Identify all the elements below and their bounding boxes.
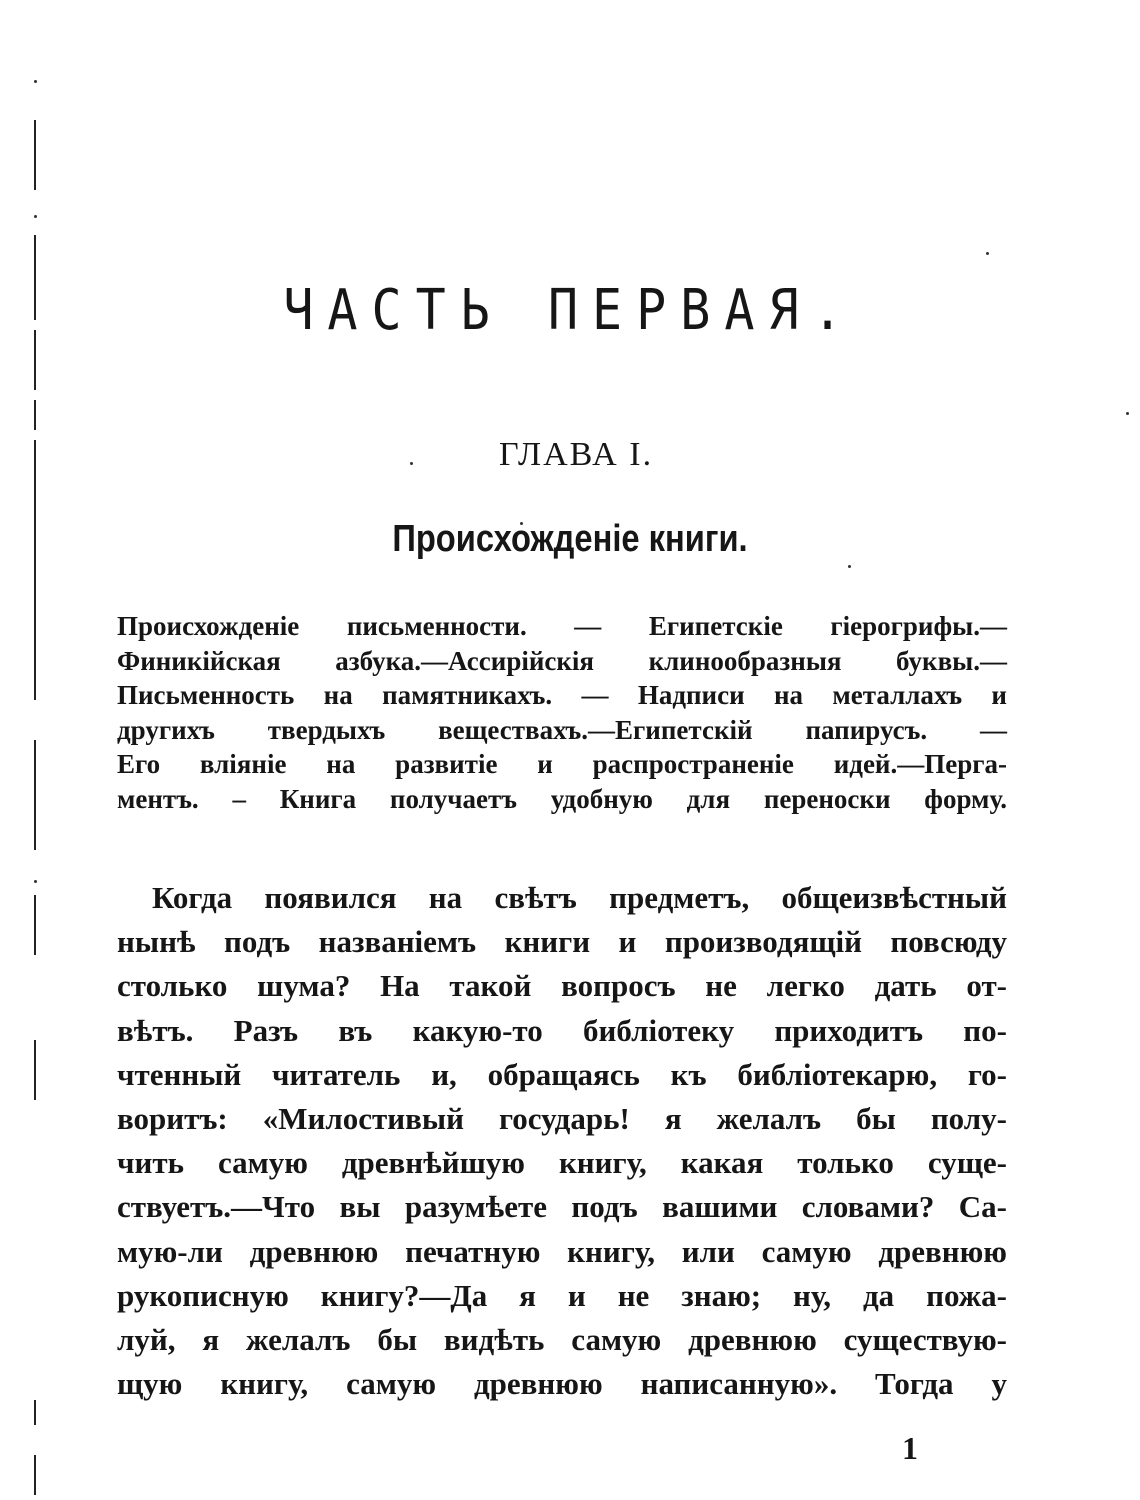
body-line: нынѣ подъ названіемъ книги и производящій повсюду	[117, 924, 1007, 960]
summary-line: Письменность на памятникахъ. — Надписи на металлахъ и	[117, 680, 1007, 710]
scan-speck	[34, 215, 37, 218]
summary-line: Его вліяніе на развитіе и распространеніе идей.—Перга-	[117, 749, 1007, 779]
body-line: луй, я желалъ бы видѣть самую древнюю существую-	[117, 1321, 1007, 1357]
summary-line: ментъ. – Книга получаетъ удобную для переноски форму.	[117, 783, 1007, 814]
scan-edge-mark	[34, 740, 36, 850]
body-line: Когда появился на свѣтъ предметъ, общеизвѣстный	[152, 880, 1007, 915]
page-number: 1	[902, 1430, 918, 1466]
summary-line: другихъ твердыхъ веществахъ.—Египетскій папирусъ. —	[117, 714, 1007, 745]
scan-edge-mark	[34, 440, 36, 700]
body-line: рукописную книгу?—Да я и не знаю; ну, да пожа-	[117, 1277, 1007, 1313]
chapter-summary	[117, 609, 1007, 816]
part-title: ЧАСТЬ ПЕРВАЯ.	[283, 277, 857, 343]
body-line: ствуетъ.—Что вы разумѣете подъ вашими словами? Са-	[117, 1189, 1007, 1225]
scan-edge-mark	[34, 120, 36, 190]
body-line: чить самую древнѣйшую книгу, какая только суще-	[117, 1145, 1007, 1181]
scan-speck	[34, 80, 37, 83]
scan-speck	[34, 880, 37, 883]
summary-line: Финикійская азбука.—Ассирійскія клинообразныя буквы.—	[117, 645, 1007, 676]
body-line: столько шума? На такой вопросъ не легко дать от-	[117, 968, 1007, 1004]
summary-line: Происхожденіе письменности. — Египетскіе гіерогрифы.—	[117, 611, 1007, 641]
body-line: воритъ: «Милостивый государь! я желалъ бы полу-	[117, 1100, 1007, 1136]
body-line: щую книгу, самую древнюю написанную». Тогда у	[117, 1366, 1007, 1402]
scan-speck	[1126, 412, 1129, 415]
scan-edge-mark	[34, 1455, 36, 1495]
scan-edge-mark	[34, 1400, 36, 1425]
chapter-title: Происхожденіе книги.	[392, 518, 748, 560]
body-line: вѣтъ. Разъ въ какую-то библіотеку приходитъ по-	[117, 1012, 1007, 1048]
chapter-number: ГЛАВА I.	[498, 436, 654, 473]
body-line: мую-ли древнюю печатную книгу, или самую древнюю	[117, 1233, 1007, 1269]
scan-edge-mark	[34, 895, 36, 955]
body-paragraph	[117, 876, 1007, 1406]
body-line: чтенный читатель и, обращаясь къ библіотекарю, го-	[117, 1056, 1007, 1092]
scan-edge-mark	[34, 400, 36, 430]
scan-edge-mark	[34, 1040, 36, 1100]
scan-speck	[848, 565, 851, 568]
scan-speck	[986, 252, 989, 255]
